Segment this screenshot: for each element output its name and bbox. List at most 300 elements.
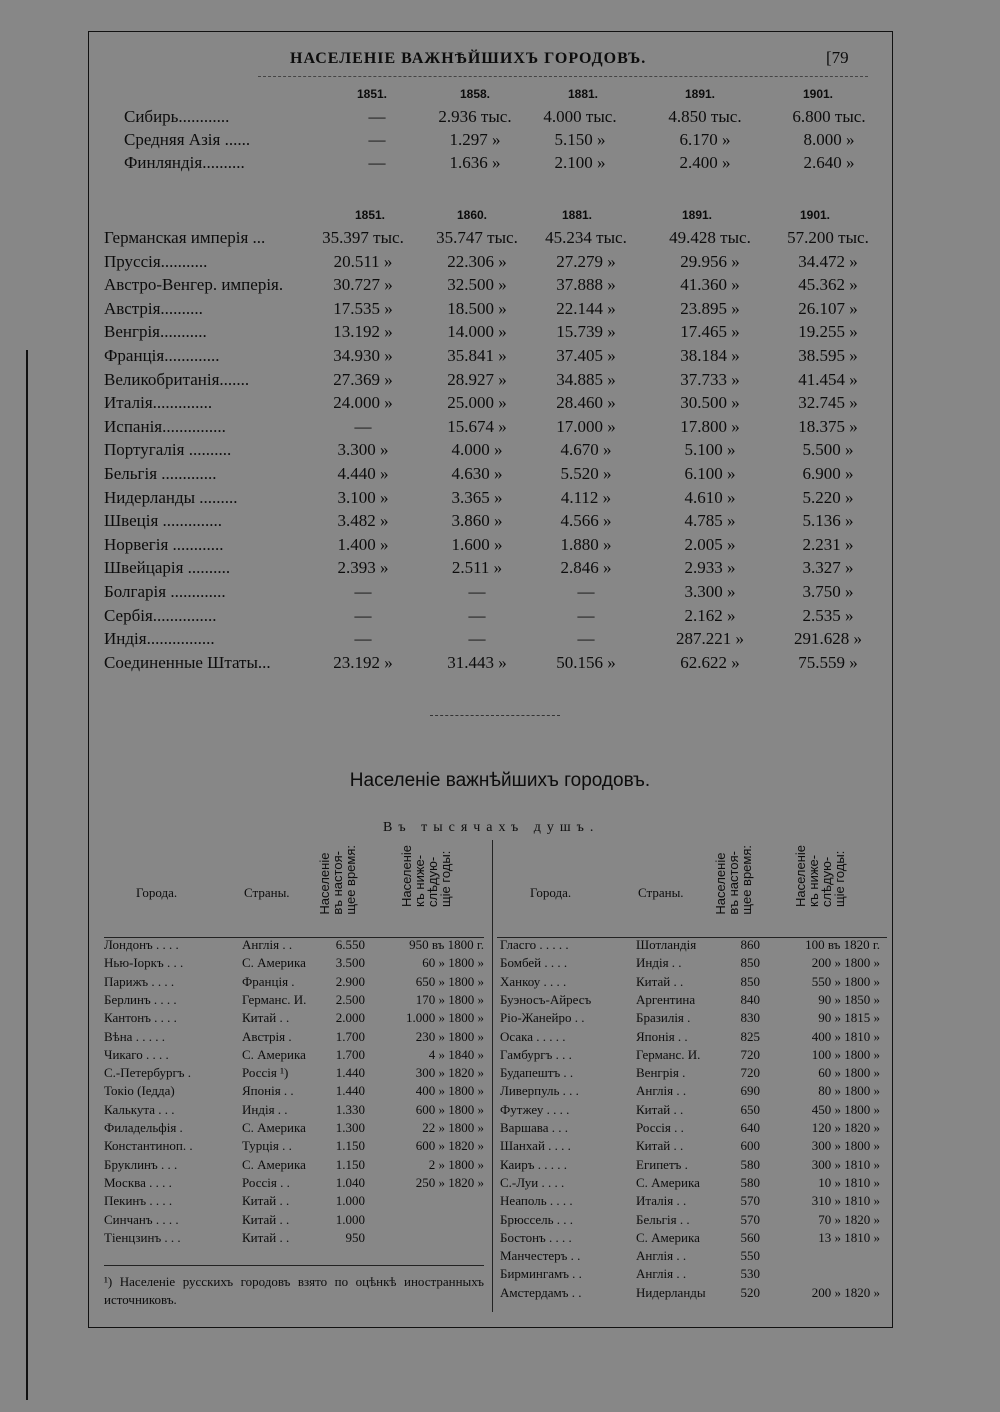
row-label: Швейцарія .......... (104, 558, 231, 578)
country-name: С. Америка (242, 1156, 306, 1172)
row-label: Норвегія ............ (104, 534, 224, 554)
year-header: 1881. (567, 87, 599, 101)
country-name: Турція . . (242, 1138, 292, 1154)
city-name: Каиръ . . . . . (500, 1156, 567, 1172)
table-cell: 4.610 » (684, 487, 736, 507)
pop-earlier: 170 » 1800 » (415, 991, 484, 1007)
pop-now: 850 (740, 955, 760, 971)
city-name: Гамбургъ . . . (500, 1046, 572, 1062)
pop-earlier: 600 » 1820 » (415, 1138, 484, 1154)
table-cell: 34.930 » (333, 346, 393, 365)
row-label: Испанія............... (104, 416, 226, 436)
pop-earlier: 10 » 1810 » (818, 1174, 880, 1190)
pop-now: 860 (740, 937, 760, 952)
table-cell: — (368, 107, 386, 126)
table-cell: 1.400 » (337, 534, 389, 554)
pop-now: 530 (740, 1266, 760, 1282)
table-cell: 1.880 » (560, 534, 612, 554)
country-name: Англія . . (242, 937, 293, 952)
table-cell: 38.595 » (798, 346, 858, 365)
table-cell: 3.365 » (451, 487, 503, 507)
city-name: Манчестеръ . . (500, 1248, 581, 1264)
city-name: Брюссель . . . (500, 1211, 574, 1227)
pop-earlier: 400 » 1810 » (811, 1028, 880, 1044)
table-cell: 32.500 » (447, 275, 507, 295)
city-name: Синчанъ . . . . (104, 1211, 179, 1227)
pop-earlier: 200 » 1820 » (811, 1284, 880, 1300)
city-name: Бирмингамъ . . (500, 1266, 582, 1282)
year-header: 1858. (459, 87, 491, 101)
table-cell: 3.860 » (451, 511, 503, 531)
pop-earlier: 60 » 1800 » (422, 955, 484, 971)
country-name: С. Америка (636, 1229, 700, 1245)
pop-earlier: 950 въ 1800 г. (409, 937, 484, 952)
row-label: Финляндія.......... (124, 153, 245, 172)
table-cell: 18.500 » (447, 298, 507, 318)
country-name: Венгрія . (636, 1065, 686, 1081)
row-label: Индія................ (104, 629, 215, 649)
year-header: 1881. (561, 208, 593, 222)
table-cell: 5.150 » (554, 130, 606, 149)
table-cell: — (468, 605, 486, 625)
pop-earlier: 1.000 » 1800 » (406, 1010, 484, 1026)
table-cell: 26.107 » (798, 298, 858, 318)
pop-earlier: 450 » 1800 » (811, 1101, 880, 1117)
city-name: Калькута . . . (104, 1101, 175, 1117)
table-cell: 1.600 » (451, 534, 503, 554)
country-name: Индія . . (636, 955, 682, 971)
header-divider (258, 76, 868, 81)
country-name: Китай . . (242, 1010, 290, 1026)
table-cell: — (577, 582, 595, 601)
pop-now: 690 (740, 1083, 760, 1099)
table-cell: 2.933 » (684, 558, 736, 578)
table-cell: 34.885 » (556, 369, 616, 389)
table-cell: 2.535 » (802, 605, 854, 625)
table-cell: 2.231 » (802, 534, 854, 554)
city-name: Берлинъ . . . . (104, 991, 177, 1007)
country-name: Китай . . (242, 1211, 290, 1227)
table-cell: 4.000 » (451, 440, 503, 460)
table-cell: 37.733 » (680, 369, 740, 389)
pop-earlier: 13 » 1810 » (818, 1229, 880, 1245)
table-cell: 2.400 » (679, 153, 731, 172)
pop-now: 850 (740, 973, 760, 989)
table-cell: 50.156 » (556, 652, 616, 672)
table-cell: 27.369 » (333, 369, 393, 389)
row-label: Франція............. (104, 346, 220, 365)
country-name: С. Америка (242, 955, 306, 971)
table-cell: 1.636 » (449, 153, 501, 172)
row-label: Венгрія........... (104, 322, 207, 342)
table-cell: 13.192 » (333, 322, 393, 342)
table-cell: 17.800 » (680, 416, 740, 436)
table-cell: — (354, 605, 372, 625)
column-header-city: Города. (136, 885, 178, 900)
table-cell: 3.300 » (684, 582, 736, 601)
year-header: 1891. (684, 87, 716, 101)
country-name: Италія . . (636, 1193, 687, 1209)
city-name: Ливерпуль . . . (500, 1083, 579, 1099)
table-cell: 4.670 » (560, 440, 612, 460)
city-name: Осака . . . . . (500, 1028, 566, 1044)
city-name: Филадельфія . (104, 1120, 183, 1135)
country-name: Англія . . (636, 1083, 687, 1099)
city-name: Москва . . . . (104, 1174, 172, 1190)
table-cell: 38.184 » (680, 346, 740, 365)
pop-now: 1.700 (335, 1046, 365, 1062)
table-cell: 20.511 » (333, 251, 393, 271)
city-name: Бомбей . . . . (500, 955, 568, 971)
pop-now: 830 (740, 1010, 760, 1026)
table-cell: 5.520 » (560, 464, 612, 483)
pop-now: 520 (740, 1284, 760, 1300)
city-name: Нью-Іоркъ . . . (104, 955, 184, 971)
pop-earlier: 300 » 1810 » (811, 1156, 880, 1172)
column-header-pop-earlier: Населеніе къ ниже- слѣдую- щіе годы: (793, 845, 847, 908)
column-header-pop-earlier: Населеніе къ ниже- слѣдую- щіе годы: (399, 845, 453, 908)
pop-earlier: 300 » 1820 » (415, 1065, 484, 1081)
country-name: Аргентина (636, 991, 696, 1007)
pop-earlier: 300 » 1800 » (811, 1138, 880, 1154)
column-header-pop-now: Населеніе въ настоя- щее время: (317, 845, 358, 915)
row-label: Сибирь............ (124, 107, 230, 126)
country-name: Шотландія (636, 937, 697, 952)
city-name: Шанхай . . . . (500, 1138, 571, 1154)
row-label: Португалія .......... (104, 440, 232, 460)
pop-now: 840 (740, 991, 760, 1007)
pop-earlier: 310 » 1810 » (811, 1193, 880, 1209)
pop-earlier: 2 » 1800 » (428, 1156, 484, 1172)
table-cell: 17.000 » (556, 416, 616, 436)
pop-earlier: 100 » 1800 » (811, 1046, 880, 1062)
pop-now: 1.440 (335, 1065, 365, 1081)
table-cell: 6.800 тыс. (792, 107, 866, 126)
country-name: Китай . . (636, 973, 684, 989)
country-name: Англія . . (636, 1266, 687, 1282)
table-cell: 28.927 » (447, 369, 507, 389)
pop-earlier: 550 » 1800 » (811, 973, 880, 989)
table-cell: 4.566 » (560, 511, 612, 531)
pop-earlier: 4 » 1840 » (428, 1046, 484, 1062)
city-name: Константиноп. . (104, 1138, 193, 1154)
table-cell: — (368, 130, 386, 149)
page-number: [79 (826, 48, 849, 67)
country-name: Россія ¹) (242, 1065, 289, 1081)
pop-now: 2.900 (335, 973, 365, 989)
pop-earlier: 120 » 1820 » (811, 1120, 880, 1135)
table-cell: 34.472 » (798, 251, 858, 271)
table-cell: 32.745 » (798, 393, 858, 413)
cities-title: Населеніе важнѣйшихъ городовъ. (349, 770, 651, 791)
pop-now: 1.000 (335, 1193, 365, 1209)
table-cell: 2.005 » (684, 534, 736, 554)
pop-earlier: 60 » 1800 » (818, 1065, 880, 1081)
pop-now: 600 (740, 1138, 760, 1154)
city-name: Футжеу . . . . (500, 1101, 570, 1117)
table-cell: 15.739 » (556, 322, 616, 342)
table-cell: 18.375 » (798, 416, 858, 436)
pop-now: 1.040 (335, 1174, 365, 1190)
table-cell: 3.327 » (802, 558, 854, 578)
pop-earlier: 70 » 1820 » (818, 1211, 880, 1227)
table-cell: 5.136 » (802, 511, 854, 531)
table-cell: 37.405 » (556, 346, 616, 365)
country-name: Бразилія . (636, 1010, 691, 1026)
pop-now: 825 (740, 1028, 760, 1044)
table-cell: — (577, 605, 595, 625)
pop-now: 580 (740, 1156, 760, 1172)
cities-subtitle: Въ тысячахъ душъ. (383, 820, 600, 835)
table-cell: 4.112 » (560, 487, 612, 507)
table-cell: 2.162 » (684, 605, 736, 625)
pop-earlier: 200 » 1800 » (811, 955, 880, 971)
pop-earlier: 22 » 1800 » (422, 1120, 484, 1135)
table-cell: 28.460 » (556, 393, 616, 413)
table-cell: 287.221 » (676, 629, 744, 649)
pop-now: 1.150 (335, 1156, 365, 1172)
table-cell: 27.279 » (556, 251, 616, 271)
table-cell: 15.674 » (447, 416, 507, 436)
country-name: Китай . . (242, 1229, 290, 1245)
country-name: Австрія . (242, 1028, 292, 1044)
row-label: Италія.............. (104, 393, 213, 413)
row-label: Сербія............... (104, 605, 217, 625)
table-cell: 2.936 тыс. (438, 107, 512, 126)
column-header-country: Страны. (638, 885, 684, 900)
year-header: 1851. (354, 208, 386, 222)
table-cell: 6.100 » (684, 464, 736, 483)
table-cell: 49.428 тыс. (669, 228, 751, 247)
table-cell: — (354, 629, 372, 649)
page-edge-line (26, 350, 28, 1400)
year-header: 1851. (356, 87, 388, 101)
row-label: Бельгія ............. (104, 464, 217, 483)
table-cell: 4.785 » (684, 511, 736, 531)
city-name: Ханкоу . . . . (500, 973, 567, 989)
table-cell: 4.440 » (337, 464, 389, 483)
table-cell: 4.850 тыс. (668, 107, 742, 126)
table-cell: — (468, 629, 486, 649)
table-cell: 45.362 » (798, 275, 858, 295)
pop-earlier: 600 » 1800 » (415, 1101, 484, 1117)
page-header-title: НАСЕЛЕНІЕ ВАЖНѢЙШИХЪ ГОРОДОВЪ. (290, 50, 647, 67)
table-cell: 29.956 » (680, 251, 740, 271)
column-header-city: Города. (530, 885, 572, 900)
year-header: 1901. (802, 87, 834, 101)
country-name: Россія . . (242, 1174, 290, 1190)
table-cell: 57.200 тыс. (787, 228, 869, 247)
table-cell: 31.443 » (447, 652, 507, 672)
table-cell: 23.192 » (333, 652, 393, 672)
table-cell: 35.747 тыс. (436, 228, 518, 247)
city-name: Варшава . . . (500, 1120, 568, 1135)
year-header: 1860. (456, 208, 488, 222)
column-divider (492, 840, 493, 1312)
pop-now: 720 (740, 1046, 760, 1062)
pop-now: 550 (740, 1248, 760, 1264)
city-name: Гласго . . . . . (500, 937, 569, 952)
table-cell: 3.300 » (337, 440, 389, 460)
table-cell: 5.220 » (802, 487, 854, 507)
table-cell: — (468, 582, 486, 601)
pop-earlier: 100 въ 1820 г. (805, 937, 880, 952)
city-name: Парижъ . . . . (104, 973, 175, 989)
country-name: Бельгія . . (636, 1211, 690, 1227)
country-name: Германс. И. (242, 991, 307, 1007)
country-name: С. Америка (242, 1046, 306, 1062)
table-cell: 291.628 » (794, 629, 862, 649)
country-name: С. Америка (636, 1174, 700, 1190)
city-name: С.-Луи . . . . (500, 1174, 565, 1190)
pop-now: 650 (740, 1101, 760, 1117)
pop-now: 560 (740, 1229, 760, 1245)
table-cell: 3.482 » (337, 511, 389, 531)
table-cell: 62.622 » (680, 652, 740, 672)
row-label: Австро-Венгер. имперія. (104, 275, 284, 295)
city-name: С.-Петербургъ . (104, 1065, 192, 1081)
row-label: Швеція .............. (104, 511, 223, 531)
city-name: Кантонъ . . . . (104, 1010, 177, 1026)
table-cell: 37.888 » (556, 275, 616, 295)
table-cell: 2.846 » (560, 558, 612, 578)
pop-now: 720 (740, 1065, 760, 1081)
city-name: Буэносъ-Айресъ (500, 991, 592, 1007)
row-label: Средняя Азія ...... (124, 130, 251, 149)
table-cell: 23.895 » (680, 298, 740, 318)
country-name: Англія . . (636, 1248, 687, 1264)
row-label: Соединенные Штаты... (104, 652, 271, 672)
city-name: Вѣна . . . . . (104, 1028, 165, 1044)
country-name: Японія . . (636, 1028, 688, 1044)
table-cell: 17.535 » (333, 298, 393, 318)
country-name: Японія . . (242, 1083, 294, 1099)
table-cell: 8.000 » (803, 130, 855, 149)
city-name: Будапештъ . . (500, 1065, 574, 1081)
pop-now: 1.150 (335, 1138, 365, 1154)
section-divider (430, 715, 560, 716)
city-name: Бруклинъ . . . (104, 1156, 178, 1172)
pop-now: 2.000 (335, 1010, 365, 1026)
city-name: Неаполь . . . . (500, 1193, 573, 1209)
table-cell: 41.360 » (680, 275, 740, 295)
country-name: Китай . . (636, 1101, 684, 1117)
pop-earlier: 230 » 1800 » (415, 1028, 484, 1044)
pop-now: 570 (740, 1211, 760, 1227)
table-cell: 35.841 » (447, 346, 507, 365)
table-cell: 2.640 » (803, 153, 855, 172)
country-name: Индія . . (242, 1101, 288, 1117)
table-cell: 41.454 » (798, 369, 858, 389)
table-cell: 22.144 » (556, 298, 616, 318)
page-frame (88, 31, 893, 1328)
country-name: Китай . . (636, 1138, 684, 1154)
city-name: Амстердамъ . . (500, 1284, 582, 1300)
pop-earlier: 250 » 1820 » (415, 1174, 484, 1190)
table-cell: 22.306 » (447, 251, 507, 271)
year-header: 1891. (681, 208, 713, 222)
pop-now: 1.000 (335, 1211, 365, 1227)
year-header: 1901. (799, 208, 831, 222)
table-cell: 2.511 » (451, 558, 503, 578)
city-name: Чикаго . . . . (104, 1046, 169, 1062)
footnote: ¹) Населеніе русскихъ городовъ взято по оцѣнкѣ иностранныхъ источниковъ. (104, 1274, 484, 1307)
city-name: Ріо-Жанейро . . (500, 1010, 585, 1026)
city-name: Лондонъ . . . . (104, 937, 179, 952)
table-cell: 6.900 » (802, 464, 854, 483)
city-name: Токіо (Іедда) (104, 1083, 175, 1099)
pop-earlier: 90 » 1850 » (818, 991, 880, 1007)
country-name: Египетъ . (636, 1156, 688, 1172)
row-label: Австрія.......... (104, 298, 203, 318)
pop-now: 1.300 (335, 1120, 365, 1135)
table-cell: 14.000 » (447, 322, 507, 342)
footnote-rule (104, 1265, 484, 1266)
pop-now: 3.500 (335, 955, 365, 971)
table-cell: — (354, 582, 372, 601)
pop-earlier: 650 » 1800 » (415, 973, 484, 989)
table-cell: 35.397 тыс. (322, 228, 404, 247)
table-cell: 30.500 » (680, 393, 740, 413)
country-name: Нидерланды (636, 1284, 706, 1300)
pop-now: 1.440 (335, 1083, 365, 1099)
table-cell: 45.234 тыс. (545, 228, 627, 247)
table-cell: — (368, 153, 386, 172)
table-cell: 25.000 » (447, 393, 507, 413)
row-label: Болгарія ............. (104, 582, 226, 601)
table-cell: 2.100 » (554, 153, 606, 172)
pop-now: 580 (740, 1174, 760, 1190)
table-cell: 30.727 » (333, 275, 393, 295)
pop-now: 6.550 (335, 937, 365, 952)
table-cell: 6.170 » (679, 130, 731, 149)
pop-now: 1.700 (335, 1028, 365, 1044)
country-name: С. Америка (242, 1120, 306, 1135)
pop-earlier: 400 » 1800 » (415, 1083, 484, 1099)
table-cell: 3.100 » (337, 487, 389, 507)
table-cell: 3.750 » (802, 582, 854, 601)
row-label: Пруссія........... (104, 251, 208, 271)
table-cell: 1.297 » (449, 130, 501, 149)
pop-now: 1.330 (335, 1101, 365, 1117)
row-label: Нидерланды ......... (104, 487, 238, 507)
table-cell: 2.393 » (337, 558, 389, 578)
table-cell: 4.000 тыс. (543, 107, 617, 126)
table-cell: 24.000 » (333, 393, 393, 413)
pop-now: 640 (740, 1120, 760, 1135)
country-name: Россія . . (636, 1120, 684, 1135)
pop-now: 2.500 (335, 991, 365, 1007)
pop-now: 950 (345, 1229, 365, 1245)
city-name: Пекинъ . . . . (104, 1193, 173, 1209)
country-name: Франція . (242, 973, 295, 989)
table-cell: 17.465 » (680, 322, 740, 342)
country-name: Германс. И. (636, 1046, 701, 1062)
city-name: Бостонъ . . . . (500, 1229, 572, 1245)
table-cell: 75.559 » (798, 652, 858, 672)
pop-now: 570 (740, 1193, 760, 1209)
table-cell: — (354, 416, 372, 436)
pop-earlier: 90 » 1815 » (818, 1010, 880, 1026)
table-cell: — (577, 629, 595, 649)
table-cell: 4.630 » (451, 464, 503, 483)
city-name: Тіенцзинъ . . . (104, 1229, 181, 1245)
country-name: Китай . . (242, 1193, 290, 1209)
pop-earlier: 80 » 1800 » (818, 1083, 880, 1099)
column-header-pop-now: Населеніе въ настоя- щее время: (713, 845, 754, 915)
column-header-country: Страны. (244, 885, 290, 900)
table-cell: 5.100 » (684, 440, 736, 460)
